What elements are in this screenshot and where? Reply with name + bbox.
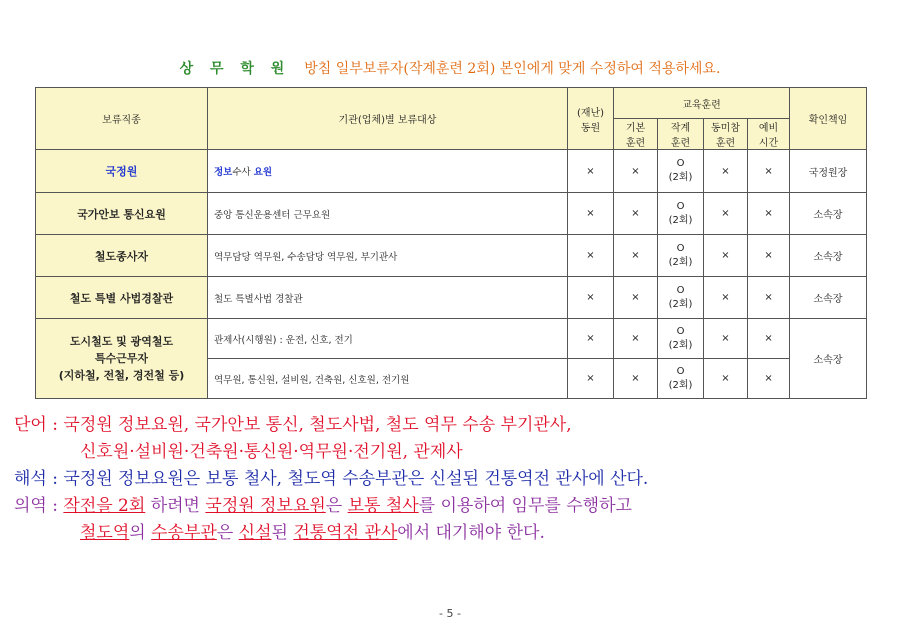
- spare-cell: ×: [748, 193, 790, 235]
- spare-cell: ×: [748, 319, 790, 359]
- responsible-cell: 소속장: [790, 277, 867, 319]
- interpretation-line: [14, 466, 894, 493]
- basic-cell: ×: [614, 277, 658, 319]
- opplan-cell: O (2회): [658, 150, 704, 193]
- words-line-2: 신호원·설비원·건축원·통신원·역무원·전기원, 관제사: [80, 442, 463, 462]
- table-row: [36, 150, 867, 193]
- mobilization-cell: ×: [568, 277, 614, 319]
- reserve-cell: ×: [704, 193, 748, 235]
- academy-name: 상 무 학 원: [179, 61, 291, 77]
- category-cell: 국정원: [36, 150, 208, 193]
- header-reserve: 동미참 훈련: [704, 119, 748, 150]
- interpretation-label: 해석 :: [14, 469, 64, 489]
- basic-cell: ×: [614, 359, 658, 399]
- mobilization-cell: ×: [568, 319, 614, 359]
- mobilization-cell: ×: [568, 193, 614, 235]
- words-text: 국정원 정보요원, 국가안보 통신, 철도사법, 철도 역무 수송 부기관사,: [63, 415, 572, 435]
- category-cell: 국가안보 통신요원: [36, 193, 208, 235]
- target-cell: 관제사(시행원) : 운전, 신호, 전기: [208, 319, 568, 359]
- target-cell: 중앙 통신운용센터 근무요원: [208, 193, 568, 235]
- reserve-cell: ×: [704, 277, 748, 319]
- opplan-cell: O (2회): [658, 319, 704, 359]
- target-cell: 역무원, 통신원, 설비원, 건축원, 신호원, 전기원: [208, 359, 568, 399]
- table-row: [36, 193, 867, 235]
- reserve-cell: ×: [704, 150, 748, 193]
- category-cell: 도시철도 및 광역철도 특수근무자 (지하철, 전철, 경전철 등): [36, 319, 208, 399]
- opplan-cell: O (2회): [658, 359, 704, 399]
- mobilization-cell: ×: [568, 150, 614, 193]
- responsible-cell: 소속장: [790, 319, 867, 399]
- responsible-cell: 국정원장: [790, 150, 867, 193]
- opplan-cell: O (2회): [658, 193, 704, 235]
- header-basic: 기본 훈련: [614, 119, 658, 150]
- header-target: 기관(업체)별 보류대상: [208, 88, 568, 150]
- table-row: [36, 277, 867, 319]
- mobilization-cell: ×: [568, 235, 614, 277]
- header-opplan: 작계 훈련: [658, 119, 704, 150]
- category-cell: 철도종사자: [36, 235, 208, 277]
- header-responsible: 확인책임: [790, 88, 867, 150]
- target-cell: 정보수사 요원: [208, 150, 568, 193]
- paraphrase-line: 의역 : 작전을 2회 하려면 국정원 정보요원은 보통 철사를 이용하여 임무를 수행하고: [14, 496, 632, 516]
- header-mobilization: (재난) 동원: [568, 88, 614, 150]
- page-number: - 5 -: [439, 607, 461, 620]
- table-row: [36, 319, 867, 359]
- category-cell: 철도 특별 사법경찰관: [36, 277, 208, 319]
- header-category: 보류직종: [36, 88, 208, 150]
- page-title: [0, 58, 900, 78]
- basic-cell: ×: [614, 150, 658, 193]
- paraphrase-line-2: 철도역의 수송부관은 신설된 건통역전 관사에서 대기해야 한다.: [80, 523, 545, 543]
- header-spare: 예비 시간: [748, 119, 790, 150]
- responsible-cell: 소속장: [790, 193, 867, 235]
- target-cell: 철도 특별사법 경찰관: [208, 277, 568, 319]
- mobilization-cell: ×: [568, 359, 614, 399]
- deferment-table: [35, 87, 867, 399]
- words-label: 단어 :: [14, 415, 64, 435]
- responsible-cell: 소속장: [790, 235, 867, 277]
- opplan-cell: O (2회): [658, 235, 704, 277]
- header-training: 교육훈련: [614, 88, 790, 119]
- spare-cell: ×: [748, 150, 790, 193]
- words-line: [14, 412, 894, 439]
- paraphrase-label: 의역 :: [14, 496, 64, 516]
- title-note: 방침 일부보류자(작계훈련 2회) 본인에게 맞게 수정하여 적용하세요.: [304, 61, 721, 77]
- spare-cell: ×: [748, 359, 790, 399]
- reserve-cell: ×: [704, 319, 748, 359]
- reserve-cell: ×: [704, 235, 748, 277]
- basic-cell: ×: [614, 235, 658, 277]
- table-row: [36, 235, 867, 277]
- spare-cell: ×: [748, 277, 790, 319]
- basic-cell: ×: [614, 193, 658, 235]
- study-notes: [14, 412, 894, 547]
- opplan-cell: O (2회): [658, 277, 704, 319]
- reserve-cell: ×: [704, 359, 748, 399]
- target-cell: 역무담당 역무원, 수송담당 역무원, 부기관사: [208, 235, 568, 277]
- basic-cell: ×: [614, 319, 658, 359]
- interpretation-text: 국정원 정보요원은 보통 철사, 철도역 수송부관은 신설된 건통역전 관사에 산다.: [63, 469, 649, 489]
- spare-cell: ×: [748, 235, 790, 277]
